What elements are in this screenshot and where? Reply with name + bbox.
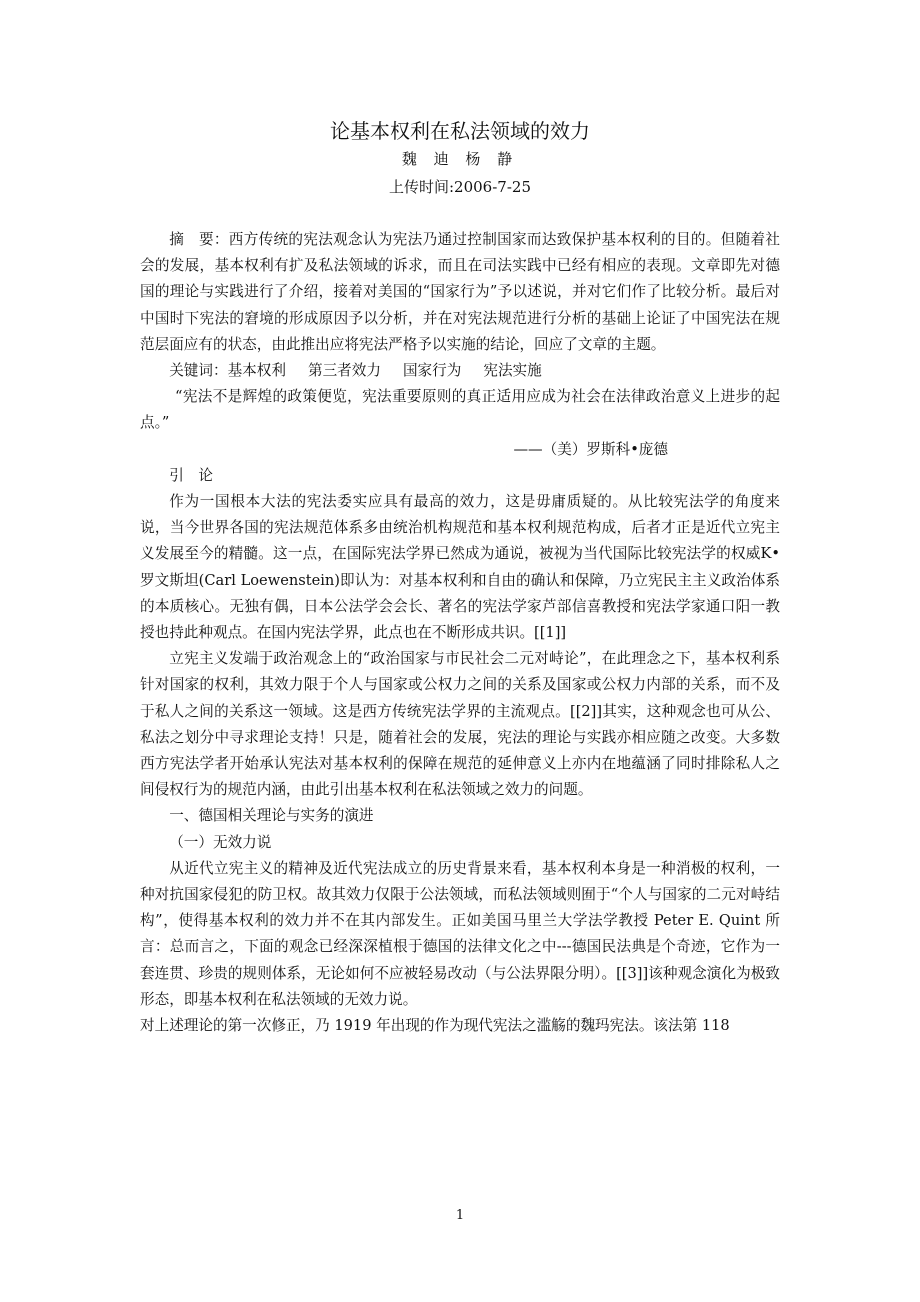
- keywords-label: 关键词：: [169, 362, 228, 380]
- page-number: 1: [455, 1208, 465, 1223]
- section-heading: 一、德国相关理论与实务的演进: [169, 807, 374, 825]
- intro-heading: 引 论: [169, 466, 213, 484]
- abstract-paragraph: 摘 要：西方传统的宪法观念认为宪法乃通过控制国家而达致保护基本权利的目的。但随着社会的发展，基本权利有扩及私法领域的诉求，而且在司法实践中已经有相应的表现。文章即先对德国的理论与实践进行了介绍，接着对美国的“国家行为”予以述说，并对它们作了比较分析。最后对中国时下宪法的窘境的形成原因予以分析，并在对宪法规范进行分析的基础上论证了中国宪法在规范层面应有的状态，由此推出应将宪法严格予以实施的结论，回应了文章的主题。: [140, 231, 780, 353]
- keyword-item: 第三者效力: [307, 362, 381, 380]
- subsection-paragraph-2: 对上述理论的第一次修正，乃 1919 年出现的作为现代宪法之滥觞的魏玛宪法。该法第 118: [140, 1017, 730, 1035]
- page-title: 论基本权利在私法领域的效力: [330, 119, 590, 143]
- authors: 魏 迪 杨 静: [401, 150, 519, 168]
- article-body: [140, 227, 780, 1039]
- subsection-heading: （一）无效力说: [169, 833, 272, 851]
- keyword-item: 国家行为: [402, 362, 462, 380]
- keywords: [140, 358, 780, 384]
- keyword-item: 基本权利: [227, 362, 286, 380]
- intro-paragraph-1: 作为一国根本大法的宪法委实应具有最高的效力，这是毋庸质疑的。从比较宪法学的角度来说，当今世界各国的宪法规范体系多由统治机构规范和基本权利规范构成，后者才正是近代立宪主义发展至今的精髓。这一点，在国际宪法学界已然成为通说，被视为当代国际比较宪法学的权威K•罗文斯坦(Carl Loewenstein)即认为：对基本权利和自由的确认和保障，乃立宪民主主义政治体系的本质核心。无独有偶，日本公法学会会长、著名的宪法学家芦部信喜教授和宪法学家通口阳一教授也持此种观点。在国内宪法学界，此点也在不断形成共识。[[1]]: [140, 493, 780, 642]
- epigraph-quote: “宪法不是辉煌的政策便览，宪法重要原则的真正适用应成为社会在法律政治意义上进步的起点。”: [140, 388, 780, 432]
- keyword-item: 宪法实施: [483, 362, 542, 380]
- upload-time: 上传时间:2006-7-25: [389, 178, 531, 196]
- intro-paragraph-2: 立宪主义发端于政治观念上的“政治国家与市民社会二元对峙论”，在此理念之下，基本权利系针对国家的权利，其效力限于个人与国家或公权力之间的关系及国家或公权力内部的关系，而不及于私人之间的关系这一领域。这是西方传统宪法学界的主流观点。[[2]]其实，这种观念也可从公、私法之划分中寻求理论支持！只是，随着社会的发展，宪法的理论与实践亦相应随之改变。大多数西方宪法学者开始承认宪法对基本权利的保障在规范的延伸意义上亦内在地蕴涵了同时排除私人之间侵权行为的规范内涵，由此引出基本权利在私法领域之效力的问题。: [140, 650, 780, 799]
- quote-attribution: ——（美）罗斯科•庞德: [513, 440, 668, 458]
- subsection-paragraph-1: 从近代立宪主义的精神及近代宪法成立的历史背景来看，基本权利本身是一种消极的权利，一种对抗国家侵犯的防卫权。故其效力仅限于公法领域，而私法领域则囿于“个人与国家的二元对峙结构”，使得基本权利的效力并不在其内部发生。正如美国马里兰大学法学教授 Peter E. Quint 所言：总而言之，下面的观念已经深深植根于德国的法律文化之中---德国民法典是个奇迹，它作为一套连贯、珍贵的规则体系，无论如何不应被轻易改动（与公法界限分明）。[[3]]该种观念演化为极致形态，即基本权利在私法领域的无效力说。: [140, 859, 780, 1008]
